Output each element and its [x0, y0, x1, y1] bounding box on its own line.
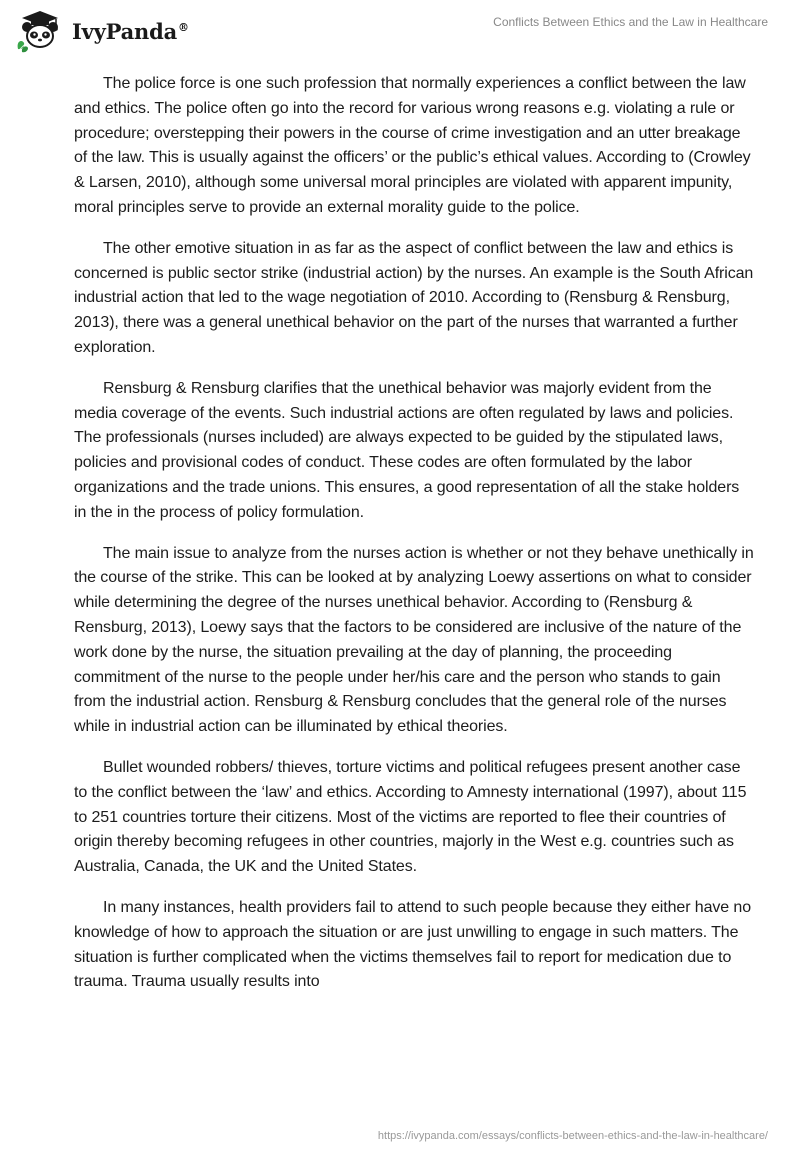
paragraph: Bullet wounded robbers/ thieves, torture victims and political refugees present another case to the conflict between the ‘law’ and ethics. According to Amnesty international (1997), about 115 to 251 countries torture their citizens. Most of the victims are reported to flee their countries of origin thereby becoming refugees in other countries, majorly in the West e.g. countries such as Australia, Canada, the UK and the United States.: [74, 758, 747, 876]
paragraph: The main issue to analyze from the nurses action is whether or not they behave unethically in the course of the strike. This can be looked at by analyzing Loewy assertions on what to consider while determining the degree of the nurses unethical behavior. According to (Rensburg & Rensburg, 2013), Loewy says that the factors to be considered are inclusive of the nature of the work done by the nurse, the situation prevailing at the day of planning, the proceeding commitment of the nurse to the people under her/his care and the person who stands to gain from the industrial action. Rensburg & Rensburg concludes that the general role of the nurses while in industrial action can be illuminated by ethical theories.: [74, 544, 754, 736]
page-header: [0, 0, 800, 60]
document-title: Conflicts Between Ethics and the Law in Healthcare: [493, 15, 768, 29]
paragraph: In many instances, health providers fail to attend to such people because they either have no knowledge of how to approach the situation or are just unwilling to engage in such matters. The situation is further complicated when the victims themselves fail to report for medication due to trauma. Trauma usually results into: [74, 898, 752, 991]
essay-body: [74, 72, 754, 1011]
source-url[interactable]: https://ivypanda.com/essays/conflicts-between-ethics-and-the-law-in-healthcare/: [377, 1130, 768, 1142]
ivypanda-logo[interactable]: [14, 9, 189, 53]
paragraph: The other emotive situation in as far as the aspect of conflict between the law and ethics is concerned is public sector strike (industrial action) by the nurses. An example is the South African industrial action that led to the wage negotiation of 2010. According to (Rensburg & Rensburg, 2013), there was a general unethical behavior on the part of the nurses that warranted a further exploration.: [74, 239, 754, 356]
paragraph: Rensburg & Rensburg clarifies that the unethical behavior was majorly evident from the media coverage of the events. Such industrial actions are often regulated by laws and policies. The professionals (nurses included) are always expected to be guided by the stipulated laws, policies and provisional codes of conduct. These codes are often formulated by the labor organizations and the trade unions. This ensures, a good representation of all the stake holders in the in the process of policy formulation.: [74, 379, 740, 521]
brand-name-text: IvyPanda: [72, 18, 178, 44]
panda-graduate-icon: [14, 9, 66, 53]
paragraph: The police force is one such profession that normally experiences a conflict between the law and ethics. The police often go into the record for various wrong reasons e.g. violating a rule or procedure; overstepping their powers in the course of crime investigation and an utter breakage of the law. This is usually against the officers’ or the public’s ethical values. According to (Crowley & Larsen, 2010), although some universal moral principles are violated with apparent impunity, moral principles serve to provide an external morality guide to the police.: [74, 75, 751, 216]
brand-name: [72, 19, 189, 44]
registered-mark: ®: [178, 20, 189, 34]
